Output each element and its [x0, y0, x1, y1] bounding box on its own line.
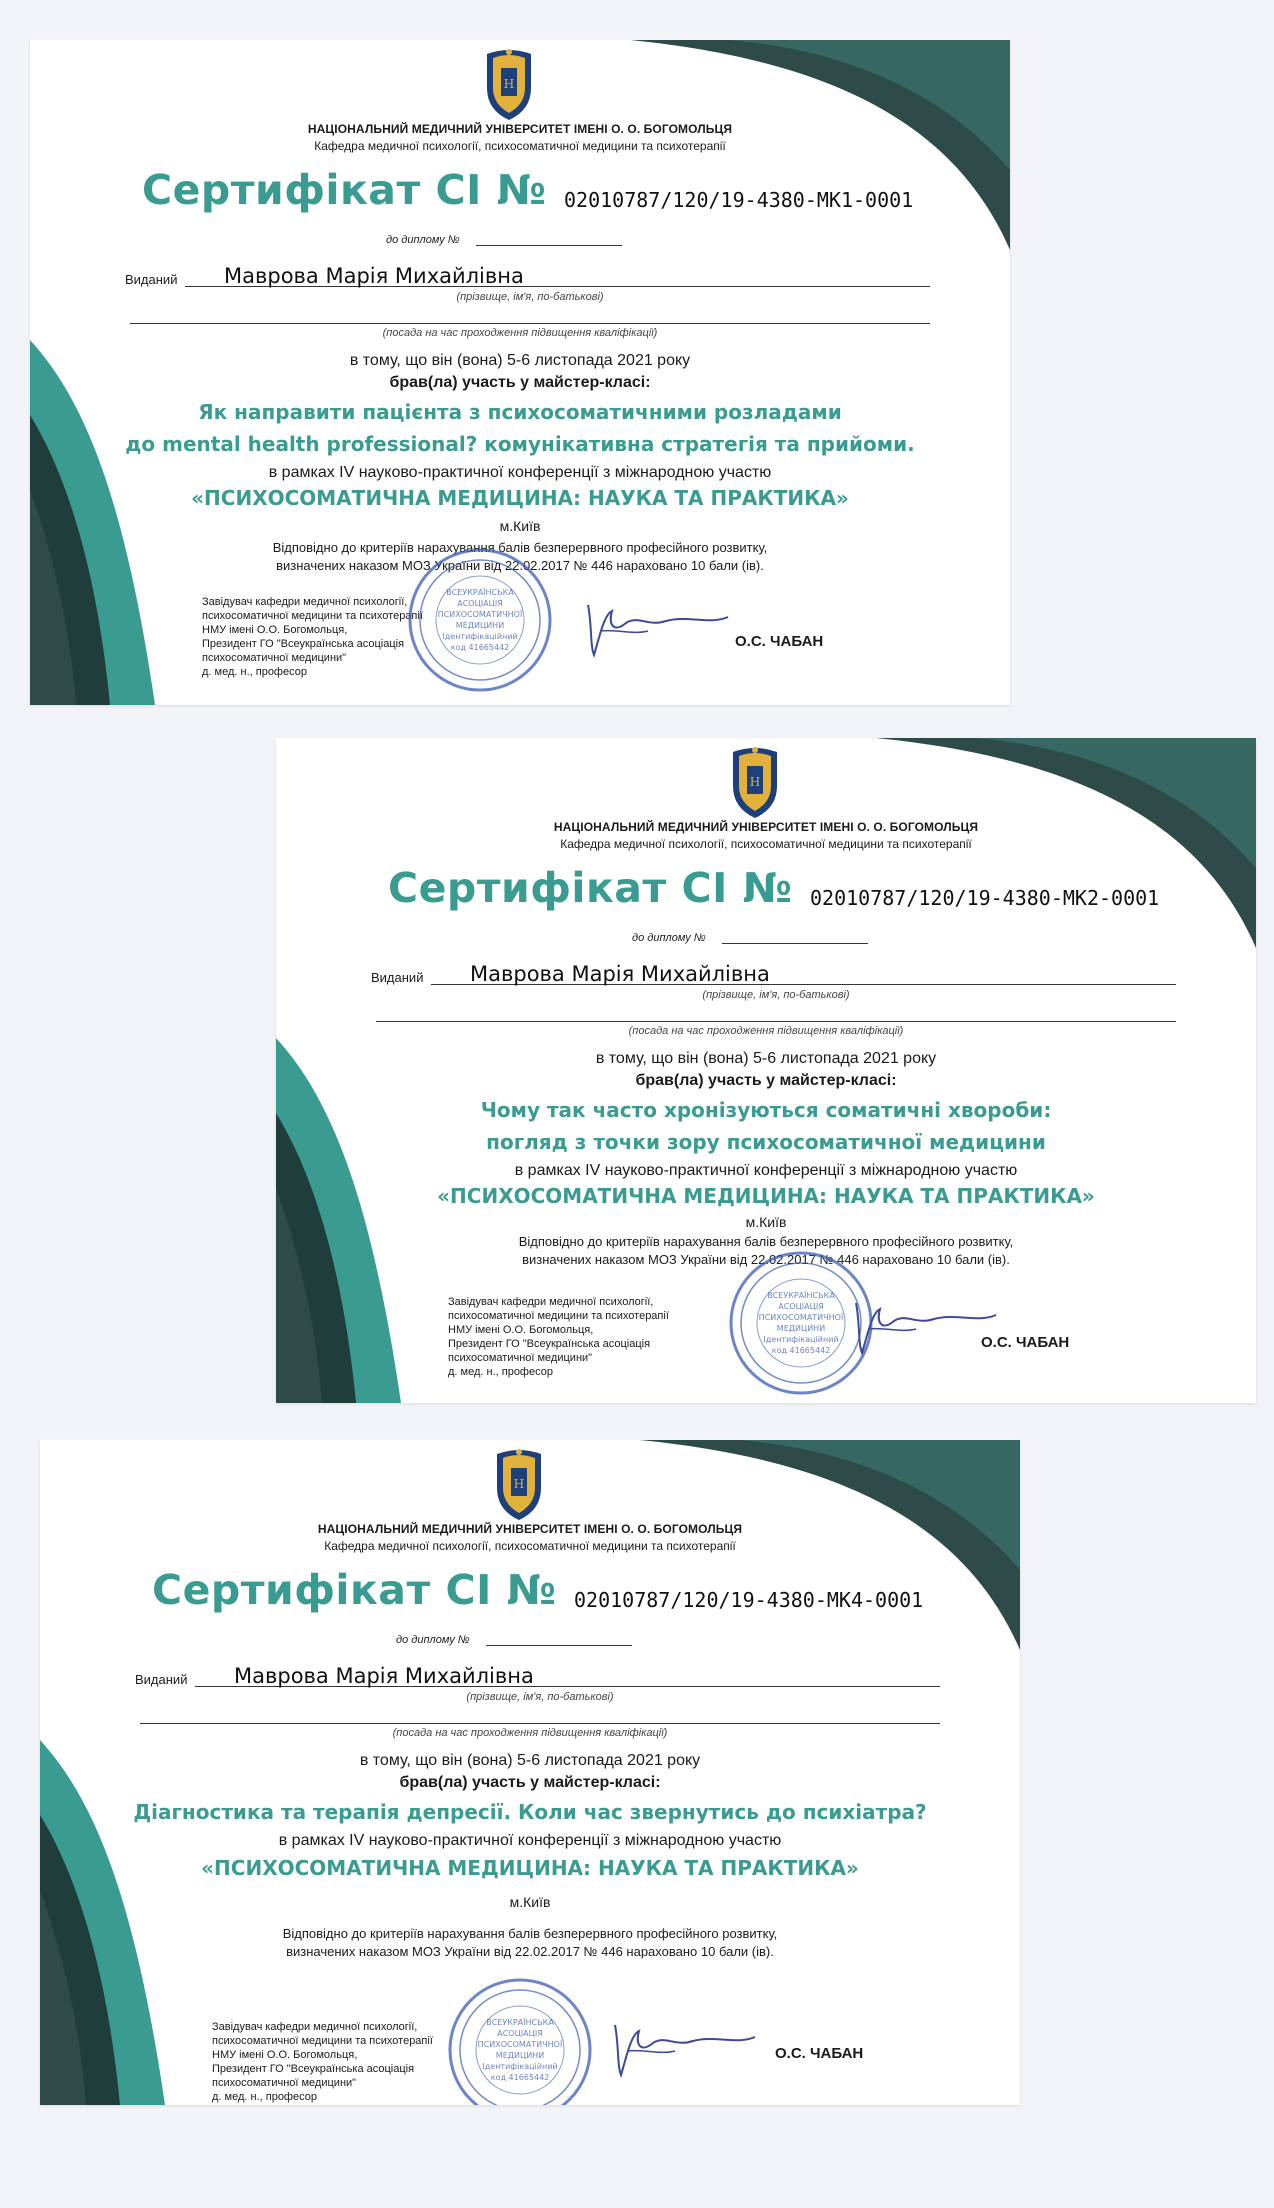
- department-name: Кафедра медичної психології, психосоматичної медицини та психотерапії: [560, 837, 972, 851]
- took-part-text: брав(ла) участь у майстер-класі:: [399, 1774, 661, 1791]
- master-class-topic: Як направити пацієнта з психосоматичними розладами: [198, 400, 842, 424]
- stamp-icon: [405, 545, 555, 695]
- city: м.Київ: [509, 1894, 551, 1910]
- university-name: НАЦІОНАЛЬНИЙ МЕДИЧНИЙ УНІВЕРСИТЕТ ІМЕНІ О. О. БОГОМОЛЬЦЯ: [553, 820, 979, 834]
- signer-line: психосоматичної медицини": [448, 1352, 593, 1364]
- signature-name: О.С. ЧАБАН: [775, 2045, 864, 2062]
- took-part-text: брав(ла) участь у майстер-класі:: [635, 1072, 897, 1089]
- issued-label: Виданий: [135, 1672, 188, 1687]
- signer-line: психосоматичної медицини та психотерапії: [202, 610, 423, 622]
- criteria-line-2: визначених наказом МОЗ України від 22.02.2017 № 446 нараховано 10 бали (ів).: [276, 558, 764, 573]
- stamp-text-line: МЕДИЦИНИ: [495, 2051, 545, 2060]
- svg-text:Н: Н: [503, 77, 515, 91]
- stamp-text-line: МЕДИЦИНИ: [455, 621, 505, 630]
- university-emblem-icon: [485, 1448, 553, 1522]
- stamp-text-line: ПСИХОСОМАТИЧНОЇ: [437, 610, 523, 619]
- signature-icon: [846, 1283, 1006, 1363]
- department-name: Кафедра медичної психології, психосоматичної медицини та психотерапії: [314, 139, 726, 153]
- signature-icon: [578, 585, 738, 665]
- recipient-caption: (прізвище, ім'я, по-батькові): [466, 1691, 614, 1703]
- signer-line: психосоматичної медицини": [202, 652, 347, 664]
- signer-line: д. мед. н., професор: [212, 2091, 317, 2103]
- conference-title: «ПСИХОСОМАТИЧНА МЕДИЦИНА: НАУКА ТА ПРАКТИКА»: [201, 1856, 859, 1880]
- stamp-text-line: Ідентифікаційний: [482, 2062, 558, 2071]
- conference-intro: в рамках IV науково-практичної конференції з міжнародною участю: [268, 464, 772, 481]
- criteria-line-1: Відповідно до критеріїв нарахування балів безперервного професійного розвитку,: [518, 1234, 1014, 1249]
- certificate-title: Сертифікат СІ №: [388, 864, 793, 912]
- position-line: [140, 1723, 940, 1724]
- recipient-name: Маврова Марія Михайлівна: [470, 962, 770, 986]
- certificate-number: 02010787/120/19-4380-МК2-0001: [810, 886, 1160, 910]
- stamp-text-line: АСОЦІАЦІЯ: [497, 2029, 543, 2038]
- certificate-number: 02010787/120/19-4380-МК1-0001: [564, 188, 914, 212]
- recipient-name: Маврова Марія Михайлівна: [224, 264, 524, 288]
- conference-intro: в рамках IV науково-практичної конференції з міжнародною участю: [278, 1832, 782, 1849]
- stamp-text-line: АСОЦІАЦІЯ: [778, 1302, 824, 1311]
- stamp-icon: [445, 1975, 595, 2105]
- attest-text: в тому, що він (вона) 5-6 листопада 2021 року: [359, 1752, 701, 1769]
- position-caption: (посада на час проходження підвищення кваліфікації): [382, 327, 658, 339]
- city: м.Київ: [499, 518, 541, 534]
- recipient-name: Маврова Марія Михайлівна: [234, 1664, 534, 1688]
- signer-line: Президент ГО "Всеукраїнська асоціація: [202, 638, 405, 650]
- certificate-title: Сертифікат СІ №: [142, 166, 547, 214]
- master-class-topic: Чому так часто хронізуються соматичні хвороби:: [480, 1098, 1052, 1122]
- signer-line: психосоматичної медицини та психотерапії: [212, 2035, 433, 2047]
- master-class-topic: до mental health professional? комунікативна стратегія та прийоми.: [125, 432, 915, 456]
- issued-label: Виданий: [371, 970, 424, 985]
- stamp-text-line: Ідентифікаційний: [442, 632, 518, 641]
- diploma-label: до диплому №: [386, 234, 460, 246]
- recipient-caption: (прізвище, ім'я, по-батькові): [702, 989, 850, 1001]
- master-class-topic: погляд з точки зору психосоматичної медицини: [486, 1130, 1046, 1154]
- stamp-text-line: код 41665442: [450, 643, 510, 652]
- signer-line: НМУ імені О.О. Богомольця,: [202, 624, 348, 636]
- signer-line: НМУ імені О.О. Богомольця,: [448, 1324, 594, 1336]
- svg-text:Н: Н: [749, 775, 761, 789]
- svg-text:Н: Н: [513, 1477, 525, 1491]
- certificate-title: Сертифікат СІ №: [152, 1566, 557, 1614]
- signer-block: [202, 595, 423, 679]
- position-line: [376, 1021, 1176, 1022]
- position-caption: (посада на час проходження підвищення кваліфікації): [628, 1025, 904, 1037]
- signer-line: психосоматичної медицини": [212, 2077, 357, 2089]
- signer-line: д. мед. н., професор: [448, 1366, 553, 1378]
- signer-line: Завідувач кафедри медичної психології,: [448, 1296, 654, 1308]
- signer-line: д. мед. н., професор: [202, 666, 307, 678]
- diploma-label: до диплому №: [632, 932, 706, 944]
- diploma-line: [476, 245, 622, 246]
- stamp-text-line: ВСЕУКРАЇНСЬКА: [446, 588, 514, 597]
- attest-text: в тому, що він (вона) 5-6 листопада 2021 року: [349, 352, 691, 369]
- signature-name: О.С. ЧАБАН: [981, 1334, 1070, 1351]
- signer-line: Президент ГО "Всеукраїнська асоціація: [212, 2063, 415, 2075]
- criteria-line-1: Відповідно до критеріїв нарахування балів безперервного професійного розвитку,: [282, 1926, 778, 1941]
- university-name: НАЦІОНАЛЬНИЙ МЕДИЧНИЙ УНІВЕРСИТЕТ ІМЕНІ О. О. БОГОМОЛЬЦЯ: [307, 122, 733, 136]
- stamp-text-line: ВСЕУКРАЇНСЬКА: [767, 1291, 835, 1300]
- issued-label: Виданий: [125, 272, 178, 287]
- university-name: НАЦІОНАЛЬНИЙ МЕДИЧНИЙ УНІВЕРСИТЕТ ІМЕНІ О. О. БОГОМОЛЬЦЯ: [317, 1522, 743, 1536]
- stamp-text-line: МЕДИЦИНИ: [776, 1324, 826, 1333]
- signer-block: [448, 1295, 669, 1379]
- stamp-text-line: Ідентифікаційний: [763, 1335, 839, 1344]
- signer-line: Президент ГО "Всеукраїнська асоціація: [448, 1338, 651, 1350]
- signer-block: [212, 2020, 433, 2104]
- signer-line: психосоматичної медицини та психотерапії: [448, 1310, 669, 1322]
- stamp-text-line: ПСИХОСОМАТИЧНОЇ: [477, 2040, 563, 2049]
- took-part-text: брав(ла) участь у майстер-класі:: [389, 374, 651, 391]
- certificate-card: [276, 738, 1256, 1403]
- signature-name: О.С. ЧАБАН: [735, 633, 824, 650]
- city: м.Київ: [745, 1214, 787, 1230]
- master-class-topic: Діагностика та терапія депресії. Коли час звернутись до психіатра?: [133, 1800, 927, 1824]
- recipient-caption: (прізвище, ім'я, по-батькові): [456, 291, 604, 303]
- criteria-line-1: Відповідно до критеріїв нарахування балів безперервного професійного розвитку,: [272, 540, 768, 555]
- signer-line: НМУ імені О.О. Богомольця,: [212, 2049, 358, 2061]
- certificate-number: 02010787/120/19-4380-МК4-0001: [574, 1588, 924, 1612]
- signer-line: Завідувач кафедри медичної психології,: [212, 2021, 418, 2033]
- diploma-line: [722, 943, 868, 944]
- position-line: [130, 323, 930, 324]
- diploma-line: [486, 1645, 632, 1646]
- stamp-text-line: код 41665442: [490, 2073, 550, 2082]
- stamp-text-line: ПСИХОСОМАТИЧНОЇ: [758, 1313, 844, 1322]
- department-name: Кафедра медичної психології, психосоматичної медицини та психотерапії: [324, 1539, 736, 1553]
- university-emblem-icon: [475, 48, 543, 122]
- certificate-card: [40, 1440, 1020, 2105]
- signature-icon: [605, 2005, 765, 2085]
- diploma-label: до диплому №: [396, 1634, 470, 1646]
- university-emblem-icon: [721, 746, 789, 820]
- certificate-card: [30, 40, 1010, 705]
- criteria-line-2: визначених наказом МОЗ України від 22.02.2017 № 446 нараховано 10 бали (ів).: [286, 1944, 774, 1959]
- conference-title: «ПСИХОСОМАТИЧНА МЕДИЦИНА: НАУКА ТА ПРАКТИКА»: [437, 1184, 1095, 1208]
- stamp-text-line: код 41665442: [771, 1346, 831, 1355]
- signer-line: Завідувач кафедри медичної психології,: [202, 596, 408, 608]
- stamp-text-line: ВСЕУКРАЇНСЬКА: [486, 2018, 554, 2027]
- position-caption: (посада на час проходження підвищення кваліфікації): [392, 1727, 668, 1739]
- attest-text: в тому, що він (вона) 5-6 листопада 2021 року: [595, 1050, 937, 1067]
- conference-intro: в рамках IV науково-практичної конференції з міжнародною участю: [514, 1162, 1018, 1179]
- stamp-text-line: АСОЦІАЦІЯ: [457, 599, 503, 608]
- criteria-line-2: визначених наказом МОЗ України від 22.02.2017 № 446 нараховано 10 бали (ів).: [522, 1252, 1010, 1267]
- conference-title: «ПСИХОСОМАТИЧНА МЕДИЦИНА: НАУКА ТА ПРАКТИКА»: [191, 486, 849, 510]
